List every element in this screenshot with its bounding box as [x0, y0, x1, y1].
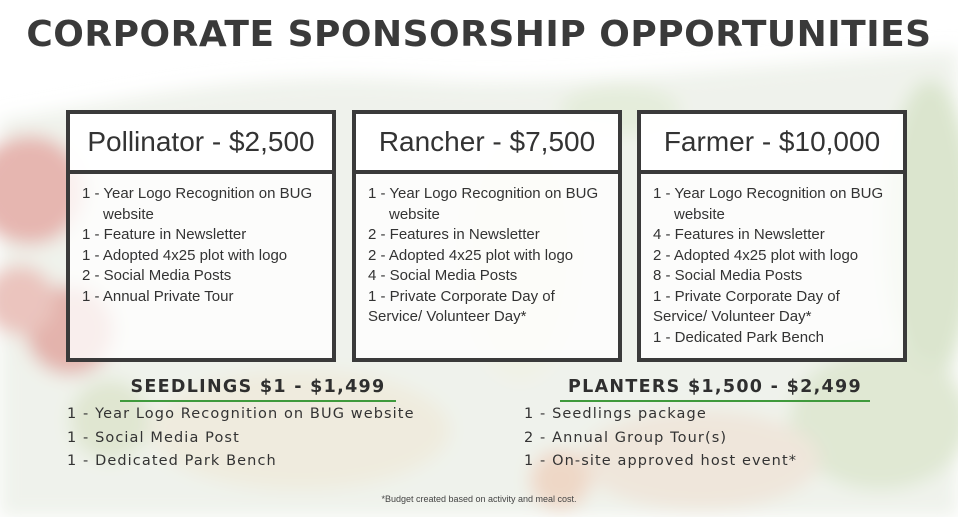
benefit-item: 1 - Seedlings package [524, 406, 707, 422]
benefit-item: 1 - Dedicated Park Bench [653, 328, 824, 346]
benefit-item: 1 - Adopted 4x25 plot with logo [82, 246, 288, 264]
benefit-item: 2 - Social Media Posts [82, 267, 232, 284]
farmer-tier-card [637, 110, 907, 362]
benefit-item: 1 - Social Media Post [67, 429, 240, 446]
planters-tier-heading: PLANTERS $1,500 - $2,499 [568, 377, 862, 397]
benefits-list [641, 174, 903, 348]
card-heading: Farmer - $10,000 [641, 114, 903, 174]
rancher-tier-card [352, 110, 622, 362]
benefit-item: 1 - Private Corporate Day of Service/ Volunteer Day* [368, 287, 555, 325]
benefit-item: 2 - Adopted 4x25 plot with logo [368, 246, 574, 264]
benefit-item: 2 - Annual Group Tour(s) [524, 429, 728, 446]
card-heading: Rancher - $7,500 [356, 114, 618, 174]
benefit-item: 8 - Social Media Posts [653, 267, 803, 284]
benefit-item: 4 - Social Media Posts [368, 267, 518, 284]
benefit-item: 1 - Year Logo Recognition on BUG website [368, 185, 599, 223]
benefit-item: 2 - Adopted 4x25 plot with logo [653, 246, 859, 264]
seedlings-tier-heading: SEEDLINGS $1 - $1,499 [130, 377, 386, 397]
page-title: CORPORATE SPONSORSHIP OPPORTUNITIES [26, 14, 932, 55]
benefit-item: 1 - Dedicated Park Bench [67, 453, 277, 469]
benefit-item: 1 - Feature in Newsletter [82, 226, 247, 243]
benefit-item: 1 - Year Logo Recognition on BUG website [653, 185, 884, 223]
budget-footnote: *Budget created based on activity and meal cost. [381, 494, 577, 504]
planters-underline [560, 400, 870, 402]
benefit-item: 1 - On-site approved host event* [524, 453, 798, 469]
benefit-item: 1 - Annual Private Tour [82, 287, 234, 305]
benefit-item: 1 - Year Logo Recognition on BUG website [82, 185, 313, 223]
pollinator-tier-card [66, 110, 336, 362]
seedlings-benefits-list [67, 403, 415, 474]
benefits-list [356, 174, 618, 328]
benefit-item: 4 - Features in Newsletter [653, 226, 825, 243]
seedlings-underline [120, 400, 396, 402]
card-heading: Pollinator - $2,500 [70, 114, 332, 174]
benefits-list [70, 174, 332, 307]
benefit-item: 2 - Features in Newsletter [368, 226, 540, 243]
benefit-item: 1 - Private Corporate Day of Service/ Volunteer Day* [653, 287, 840, 325]
benefit-item: 1 - Year Logo Recognition on BUG website [67, 406, 415, 422]
planters-benefits-list [524, 403, 797, 474]
